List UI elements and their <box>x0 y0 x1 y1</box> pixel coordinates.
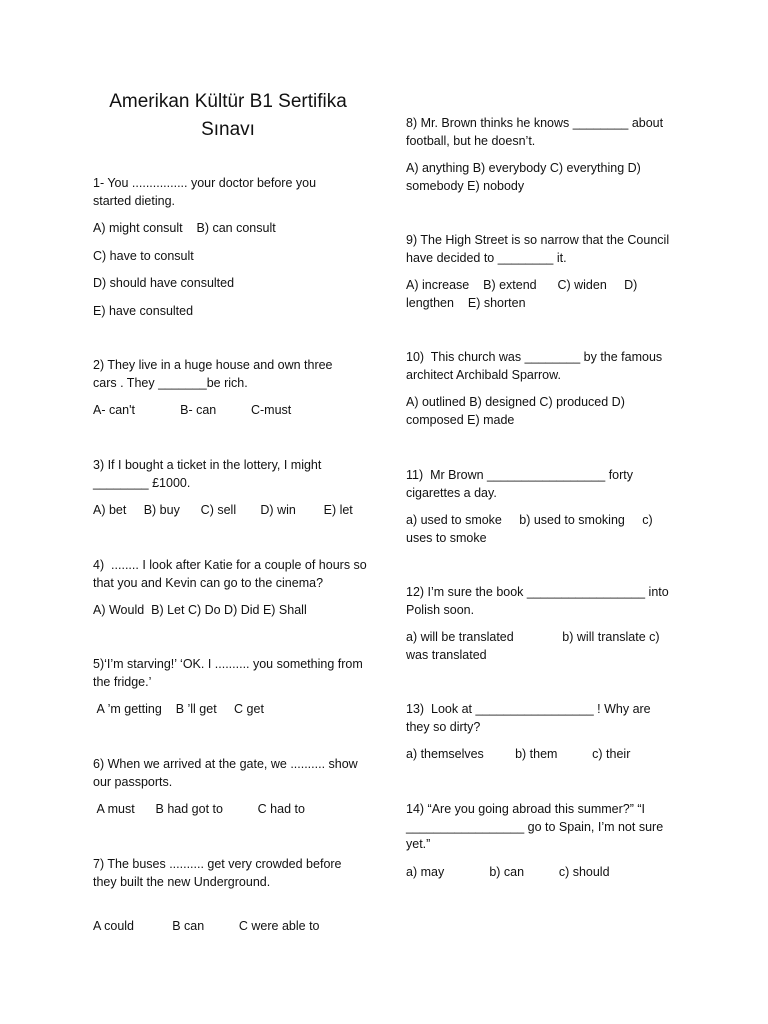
answer-option: A could B can C were able to <box>93 919 320 933</box>
question-stem: 12) I’m sure the book _________________ into Polish soon. <box>406 585 673 617</box>
answer-option: A ’m getting B ’ll get C get <box>93 702 264 716</box>
question-stem: 5)‘I’m starving!’ ‘OK. I .......... you something from the fridge.’ <box>93 657 367 689</box>
question-stem: 13) Look at _________________ ! Why are they so dirty? <box>406 702 655 734</box>
question-stem: 9) The High Street is so narrow that the Council have decided to ________ it. <box>406 233 673 265</box>
question-stem: 10) This church was ________ by the famous architect Archibald Sparrow. <box>406 350 666 382</box>
answer-option: a) themselves b) them c) their <box>406 747 631 761</box>
answer-option: A) Would B) Let C) Do D) Did E) Shall <box>93 603 307 617</box>
answer-option: E) have consulted <box>93 303 194 318</box>
answer-option: a) may b) can c) should <box>406 864 610 879</box>
answer-option: C) have to consult <box>93 248 194 263</box>
question-13 <box>406 701 671 774</box>
answer-option: A) anything B) everybody C) everything D) somebody E) nobody <box>406 161 645 193</box>
question-1 <box>93 175 348 330</box>
question-stem: 7) The buses .......... get very crowded before they built the new Underground. <box>93 857 345 889</box>
question-6 <box>93 756 368 829</box>
question-stem: 4) ........ I look after Katie for a couple of hours so that you and Kevin can go to the cinema? <box>93 558 371 590</box>
answer-option: A) outlined B) designed C) produced D) composed E) made <box>406 395 629 427</box>
answer-option: A) might consult B) can consult <box>93 221 276 235</box>
question-4 <box>93 557 371 630</box>
answer-option: a) will be translated b) will translate c) was translated <box>406 630 664 662</box>
question-stem: 2) They live in a huge house and own three cars . They _______be rich. <box>93 358 336 390</box>
answer-option: a) used to smoke b) used to smoking c) uses to smoke <box>406 513 657 545</box>
answer-option: D) should have consulted <box>93 276 235 290</box>
question-8 <box>406 115 671 205</box>
answer-option: A- can't B- can C-must <box>93 403 292 417</box>
question-14 <box>406 801 676 891</box>
answer-option: A must B had got to C had to <box>93 802 305 816</box>
question-stem: 6) When we arrived at the gate, we .......... show our passports. <box>93 757 362 789</box>
page-title: Amerikan Kültür B1 Sertifika Sınavı <box>109 91 347 140</box>
question-stem: 14) “Are you going abroad this summer?” “I _________________ go to Spain, I’m not sure yet.” <box>406 802 667 851</box>
question-stem: 11) Mr Brown _________________ forty cigarettes a day. <box>406 468 637 500</box>
question-3 <box>93 457 368 530</box>
question-11 <box>406 467 671 557</box>
question-stem: 1- You ................ your doctor before you started dieting. <box>93 176 320 208</box>
question-stem: 8) Mr. Brown thinks he knows ________ about football, but he doesn’t. <box>406 116 667 148</box>
answer-option: A) increase B) extend C) widen D) lengthen E) shorten <box>406 278 641 310</box>
question-2 <box>93 357 348 430</box>
question-stem: 3) If I bought a ticket in the lottery, I might ________ £1000. <box>93 458 325 490</box>
question-5 <box>93 656 368 729</box>
question-12 <box>406 584 671 674</box>
question-10 <box>406 349 676 439</box>
question-9 <box>406 232 671 322</box>
question-7 <box>93 856 368 946</box>
answer-option: A) bet B) buy C) sell D) win E) let <box>93 503 353 517</box>
